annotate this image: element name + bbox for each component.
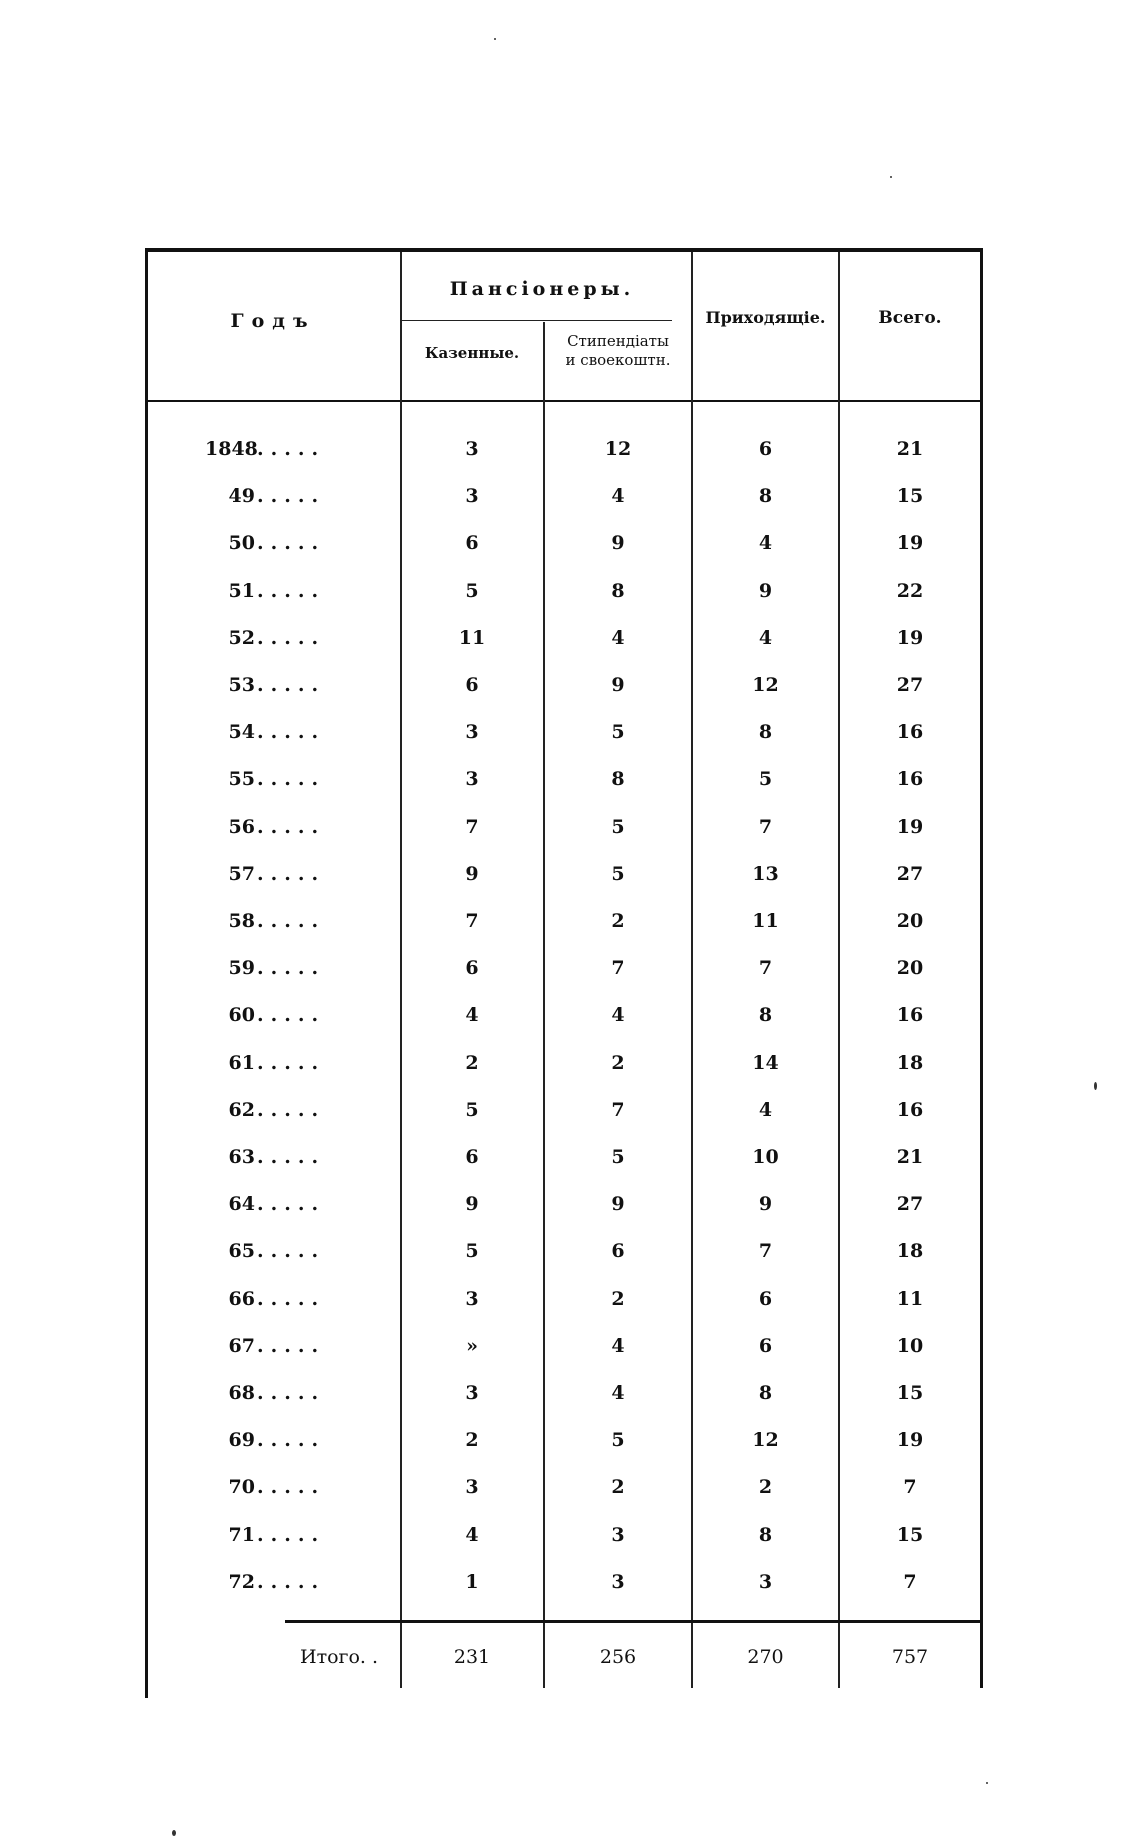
row-stipendiaty: 2 [611, 910, 625, 932]
row-year [205, 721, 395, 743]
row-leader-dots: ..... [257, 532, 326, 555]
row-stipendiaty: 7 [611, 957, 625, 980]
row-leader-dots: ..... [257, 768, 326, 791]
row-vsego: 19 [896, 532, 924, 555]
row-year [205, 1240, 395, 1262]
row-prihodyashchie: 9 [758, 1193, 773, 1216]
row-prihodyashchie: 4 [758, 1098, 773, 1121]
row-year [205, 768, 395, 790]
row-year-value: 54 [228, 721, 255, 744]
header-vsego: Всего. [878, 308, 942, 328]
row-kazennye: 9 [465, 862, 479, 885]
row-stipendiaty: 9 [611, 674, 625, 696]
table-row [145, 816, 983, 863]
row-leader-dots: ..... [257, 1287, 326, 1310]
row-leader-dots: ..... [257, 1146, 326, 1168]
row-stipendiaty: 4 [611, 485, 625, 508]
row-kazennye: 3 [465, 768, 479, 791]
row-year [205, 1193, 395, 1215]
row-prihodyashchie: 7 [758, 815, 773, 838]
row-kazennye: 3 [465, 1382, 479, 1404]
row-leader-dots: ..... [257, 910, 326, 932]
scan-speck [494, 38, 496, 40]
row-year [205, 674, 395, 696]
table-row [145, 1429, 983, 1476]
row-leader-dots: ..... [257, 1523, 326, 1546]
row-year [205, 957, 395, 979]
table-row [145, 532, 983, 579]
row-kazennye: 5 [465, 1098, 479, 1121]
header-stipendiaty [545, 332, 691, 370]
pansionery-subheader-rule [402, 320, 672, 321]
row-stipendiaty: 5 [611, 1429, 625, 1452]
row-prihodyashchie: 9 [758, 579, 773, 602]
total-stipendiaty: 256 [599, 1646, 637, 1668]
total-label: Итого. . [300, 1646, 379, 1668]
row-leader-dots: ..... [257, 1004, 326, 1027]
row-year-value: 52 [228, 626, 255, 649]
table-row [145, 1146, 983, 1193]
row-stipendiaty: 4 [611, 1334, 625, 1357]
scan-speck [1094, 1082, 1097, 1090]
row-leader-dots: ..... [257, 1476, 326, 1499]
row-stipendiaty: 5 [611, 721, 625, 744]
header-year: Годъ [230, 310, 316, 332]
row-prihodyashchie: 4 [758, 532, 773, 555]
row-kazennye: 6 [465, 1146, 479, 1168]
table-row [145, 580, 983, 627]
table-row [145, 1382, 983, 1429]
row-year [205, 1429, 395, 1451]
row-stipendiaty: 3 [611, 1570, 625, 1593]
row-vsego: 15 [896, 1523, 924, 1546]
table-row [145, 1571, 983, 1618]
row-vsego: 21 [896, 438, 924, 460]
row-stipendiaty: 5 [611, 1146, 625, 1168]
row-kazennye: 1 [465, 1570, 479, 1593]
table-row [145, 910, 983, 957]
row-prihodyashchie: 3 [758, 1570, 773, 1593]
row-leader-dots: ..... [257, 957, 326, 980]
row-kazennye: 4 [465, 1523, 479, 1546]
row-stipendiaty: 5 [611, 862, 625, 885]
row-year-value: 60 [228, 1004, 255, 1027]
row-stipendiaty: 2 [611, 1476, 625, 1499]
row-prihodyashchie: 8 [758, 1523, 773, 1546]
row-kazennye: 7 [465, 910, 479, 932]
row-vsego: 15 [896, 485, 924, 508]
row-year-value: 55 [228, 768, 255, 791]
row-kazennye: 9 [465, 1193, 479, 1216]
row-kazennye: 6 [465, 957, 479, 980]
row-vsego: 27 [896, 862, 924, 885]
row-year-value: 62 [228, 1098, 255, 1121]
row-vsego: 18 [896, 1240, 924, 1263]
row-kazennye: 3 [465, 721, 479, 744]
row-leader-dots: ..... [257, 815, 326, 838]
row-year-value: 61 [228, 1051, 255, 1074]
row-year [205, 1052, 395, 1074]
table-row [145, 674, 983, 721]
row-prihodyashchie: 8 [758, 721, 773, 744]
table-top-rule [145, 248, 983, 252]
scan-speck [986, 1782, 988, 1784]
row-prihodyashchie: 6 [758, 1334, 773, 1357]
table-row [145, 485, 983, 532]
row-year [205, 863, 395, 885]
row-year-value: 66 [228, 1287, 255, 1310]
row-leader-dots: ..... [257, 579, 326, 602]
row-stipendiaty: 12 [604, 438, 632, 460]
row-leader-dots: ..... [257, 1334, 326, 1357]
row-leader-dots: ..... [257, 1429, 326, 1452]
row-stipendiaty: 9 [611, 532, 625, 555]
scan-speck [890, 176, 892, 178]
row-vsego: 10 [896, 1334, 924, 1357]
row-stipendiaty: 2 [611, 1287, 625, 1310]
scan-speck [172, 1830, 176, 1836]
row-year [205, 1476, 395, 1498]
row-vsego: 16 [896, 1098, 924, 1121]
row-vsego: 19 [896, 1429, 924, 1452]
row-vsego: 20 [896, 957, 924, 980]
row-year [205, 816, 395, 838]
row-leader-dots: ..... [257, 1098, 326, 1121]
row-vsego: 18 [896, 1051, 924, 1074]
row-stipendiaty: 7 [611, 1098, 625, 1121]
table-row [145, 721, 983, 768]
row-leader-dots: ..... [257, 862, 326, 885]
row-year [205, 1099, 395, 1121]
row-stipendiaty: 6 [611, 1240, 625, 1263]
row-leader-dots: ..... [257, 485, 326, 508]
row-leader-dots: ..... [257, 1570, 326, 1593]
row-vsego: 7 [903, 1570, 917, 1593]
row-year [205, 627, 395, 649]
row-year-value: 68 [228, 1382, 255, 1404]
row-prihodyashchie: 8 [758, 1004, 773, 1027]
row-year [205, 1382, 395, 1404]
total-vsego: 757 [891, 1646, 929, 1668]
row-kazennye: 3 [465, 485, 479, 508]
row-prihodyashchie: 11 [752, 910, 779, 932]
row-year-value: 59 [228, 957, 255, 980]
row-year-value: 67 [228, 1334, 255, 1357]
row-vsego: 16 [896, 768, 924, 791]
row-leader-dots: ..... [257, 1382, 326, 1404]
row-year-value: 70 [228, 1476, 255, 1499]
row-kazennye: 2 [465, 1429, 479, 1452]
row-year [205, 580, 395, 602]
row-year-value: 1848 [205, 438, 258, 460]
row-year [205, 1335, 395, 1357]
row-stipendiaty: 2 [611, 1051, 625, 1074]
row-prihodyashchie: 10 [752, 1146, 779, 1168]
header-prihodyashchie: Приходящіе. [705, 308, 826, 327]
table-row [145, 1476, 983, 1523]
row-year [205, 532, 395, 554]
row-year [205, 1524, 395, 1546]
row-stipendiaty: 4 [611, 1382, 625, 1404]
row-year-value: 53 [228, 674, 255, 696]
row-year [205, 1288, 395, 1310]
table-row [145, 957, 983, 1004]
row-vsego: 27 [896, 674, 924, 696]
total-prihodyashchie: 270 [747, 1646, 784, 1668]
row-vsego: 16 [896, 1004, 924, 1027]
row-kazennye: 3 [465, 1476, 479, 1499]
row-year [205, 438, 395, 460]
header-pansionery: Пансіонеры. [449, 278, 635, 300]
table-row [145, 1288, 983, 1335]
row-year-value: 64 [228, 1193, 255, 1216]
row-kazennye: 7 [465, 815, 479, 838]
row-vsego: 20 [896, 910, 924, 932]
row-year-value: 71 [228, 1523, 255, 1546]
table-row [145, 1004, 983, 1051]
row-prihodyashchie: 8 [758, 1382, 773, 1404]
row-prihodyashchie: 14 [752, 1051, 779, 1074]
row-stipendiaty: 4 [611, 626, 625, 649]
table-row [145, 863, 983, 910]
row-prihodyashchie: 6 [758, 438, 773, 460]
table-row [145, 1099, 983, 1146]
statistics-table [145, 248, 983, 1698]
header-kazennye: Казенные. [424, 344, 520, 362]
row-leader-dots: ..... [257, 1240, 326, 1263]
row-prihodyashchie: 6 [758, 1287, 773, 1310]
row-prihodyashchie: 13 [752, 862, 779, 885]
row-year-value: 63 [228, 1146, 255, 1168]
table-row [145, 1524, 983, 1571]
row-kazennye: 6 [465, 532, 479, 555]
table-row [145, 1240, 983, 1287]
row-vsego: 27 [896, 1193, 924, 1216]
row-prihodyashchie: 5 [758, 768, 773, 791]
row-leader-dots: ..... [257, 1051, 326, 1074]
row-kazennye: 5 [465, 1240, 479, 1263]
row-year [205, 1004, 395, 1026]
header-stipendiaty-line1: Стипендіаты [567, 332, 669, 350]
row-prihodyashchie: 2 [758, 1476, 773, 1499]
row-year [205, 1146, 395, 1168]
row-stipendiaty: 9 [611, 1193, 625, 1216]
row-kazennye: 5 [465, 579, 479, 602]
row-prihodyashchie: 7 [758, 1240, 773, 1263]
row-kazennye: 2 [465, 1051, 479, 1074]
table-row [145, 1193, 983, 1240]
header-stipendiaty-line2: и своекоштн. [565, 351, 671, 369]
row-year-value: 72 [228, 1570, 255, 1593]
row-vsego: 19 [896, 815, 924, 838]
row-kazennye: 11 [458, 626, 486, 649]
row-year-value: 57 [228, 862, 255, 885]
row-kazennye: 3 [465, 438, 479, 460]
row-leader-dots: ..... [257, 626, 326, 649]
row-prihodyashchie: 12 [752, 1429, 779, 1452]
row-kazennye: » [466, 1334, 478, 1357]
row-vsego: 16 [896, 721, 924, 744]
row-prihodyashchie: 4 [758, 626, 773, 649]
row-leader-dots: ..... [257, 721, 326, 744]
row-year-value: 69 [228, 1429, 255, 1452]
row-prihodyashchie: 7 [758, 957, 773, 980]
table-row [145, 1052, 983, 1099]
header-bottom-rule [148, 400, 980, 402]
row-vsego: 11 [896, 1287, 924, 1310]
row-stipendiaty: 8 [611, 579, 625, 602]
table-row [145, 438, 983, 485]
row-year [205, 1571, 395, 1593]
row-leader-dots: ..... [257, 674, 326, 696]
row-year [205, 485, 395, 507]
row-kazennye: 4 [465, 1004, 479, 1027]
total-kazennye: 231 [453, 1646, 491, 1668]
row-vsego: 7 [903, 1476, 917, 1499]
row-stipendiaty: 5 [611, 815, 625, 838]
row-prihodyashchie: 8 [758, 485, 773, 508]
row-year-value: 56 [228, 815, 255, 838]
row-year-value: 51 [228, 579, 255, 602]
table-row [145, 768, 983, 815]
row-leader-dots: ..... [257, 1193, 326, 1216]
table-row [145, 1335, 983, 1382]
row-year-value: 50 [228, 532, 255, 555]
row-year-value: 49 [228, 485, 255, 508]
total-top-rule [285, 1620, 980, 1623]
row-year-value: 65 [228, 1240, 255, 1263]
row-stipendiaty: 8 [611, 768, 625, 791]
row-prihodyashchie: 12 [752, 674, 779, 696]
table-row [145, 627, 983, 674]
row-vsego: 19 [896, 626, 924, 649]
row-kazennye: 6 [465, 674, 479, 696]
row-leader-dots: ..... [257, 438, 326, 460]
row-stipendiaty: 4 [611, 1004, 625, 1027]
row-vsego: 15 [896, 1382, 924, 1404]
row-vsego: 22 [896, 579, 924, 602]
row-year-value: 58 [228, 910, 255, 932]
row-stipendiaty: 3 [611, 1523, 625, 1546]
row-year [205, 910, 395, 932]
row-vsego: 21 [896, 1146, 924, 1168]
row-kazennye: 3 [465, 1287, 479, 1310]
total-row [145, 1646, 983, 1686]
